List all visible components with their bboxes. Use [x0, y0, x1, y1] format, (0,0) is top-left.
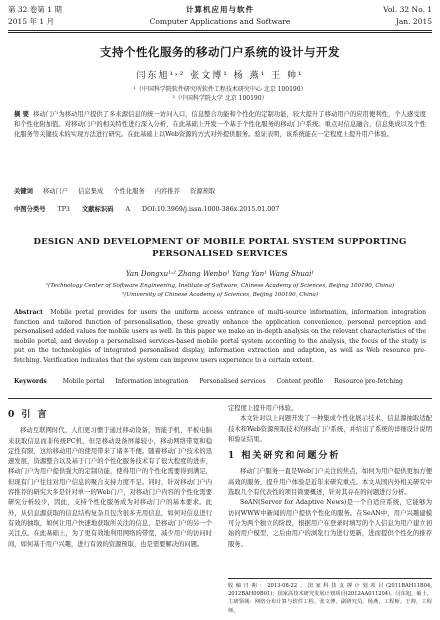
- header-journal-cn: 计算机应用与软件: [186, 5, 254, 14]
- doc-code-label: 文献标识码: [81, 206, 114, 213]
- abstract-cn-label: 摘 要: [14, 111, 29, 118]
- section-divider: [8, 398, 432, 399]
- footnote: 收稿日期：2013-08-22。国家科技支撑计划项目(2011BAH11B04, 2012BAH09B01)；国家高技术研究发展计划项目(2012AA011204)。闫东旭，硕士，主研领域：网络分布计算与软件工程。张文博，副研究员。杨燕，工程师。王帅，工程师。: [228, 578, 432, 615]
- body-column-left: [8, 404, 212, 550]
- affiliation-cn-1: ¹（中国科学院软件研究所软件工程技术研究中心 北京 100190）: [133, 86, 307, 93]
- keyword-en: Content profile: [276, 378, 324, 385]
- header-right: [383, 4, 432, 28]
- paper-title-en: DESIGN AND DEVELOPMENT OF MOBILE PORTAL SYSTEM SUPPORTING PERSONALISED SERVICES: [33, 237, 407, 259]
- clc-label: 中图分类号: [14, 206, 46, 213]
- header-rule: [8, 30, 432, 31]
- section-heading-intro: 0 引 言: [8, 410, 49, 420]
- keyword-en: Resource pre-fetching: [334, 378, 403, 385]
- header-volume-cn: 第 32 卷第 1 期: [8, 5, 62, 14]
- classification-line: [14, 204, 426, 213]
- keyword-cn: 个性化服务: [113, 188, 145, 195]
- header-date-en: Jan. 2015: [395, 17, 432, 26]
- keyword-en: Mobile portal: [62, 378, 105, 385]
- abstract-en-label: Abstract: [14, 309, 43, 316]
- abstract-en: [14, 308, 426, 366]
- header-center: [8, 4, 432, 28]
- running-header: [8, 4, 432, 30]
- keyword-en: Information integration: [115, 378, 189, 385]
- header-volume-en: Vol. 32 No. 1: [383, 5, 432, 14]
- doc-code: A: [125, 206, 131, 213]
- keywords-en-label: Keywords: [14, 378, 47, 385]
- header-journal-en: Computer Applications and Software: [149, 17, 291, 26]
- keyword-cn: 资源预取: [190, 188, 216, 195]
- header-date-cn: 2015 年 1 月: [8, 17, 55, 26]
- keywords-cn: [14, 186, 426, 195]
- keyword-en: Personalised services: [199, 378, 266, 385]
- abstract-en-text: Mobile portal provides for users the uniform access entrance of multi-source information, information integration function and tailored function of personalisation, these greatly enhance the application convenience, personal perception and personalised added values for mobile users as well. In this paper we make an in-depth analysis on the relevant characteristics of the mobile portal, and develop a personalised services-based mobile portal system according to the analysis, the focus of the study is put on the technologies of integrated personalised display, information extraction and adaption, as well as Web resource pre-fetching. Verification indicates that the system can improve users experience to a certain extent.: [14, 309, 427, 364]
- keyword-cn: 信息集成: [78, 188, 104, 195]
- body-paragraph: 移动门户服务一直是Web门户关注的焦点，如何为用户提供更加方便高效的服务，提升用户体验是近年来研究重点。本文从国内外相关研究中选取几个有代表性的项目简要概述，针对其存在的问题进行分析。: [228, 468, 432, 497]
- abstract-cn-text: 移动门户为移动用户提供了多来源信息的统一访问入口，信息整合功能和个性化的定制功能，较大提升了移动用户的应用便利性，个人感受度和个性化附加值。对移动门户的相关特性进行深入分析，在此基础上开发一个基于个性化服务的移动门户系统。重点对信息融合、信息集成以及个性化服务等关键技术的实现方法进行研究。在此基础上以Web资源的方式对外提供服务。验证表明，该系统能在一定程度上提升用户体验。: [14, 111, 426, 138]
- keywords-cn-label: 关键词: [14, 188, 33, 195]
- doi: DOI:10.3969/j.issn.1000-386x.2015.01.007: [142, 206, 280, 213]
- body-paragraph: 本文针对以上问题开发了一种集成个性化展示技术、信息源抽取适配技术和Web资源预取技术的移动门户系统，并给出了系统的详细设计说明和验证结果。: [228, 415, 432, 443]
- affiliation-cn-2: ²（中国科学院大学 北京 100190）: [172, 95, 268, 102]
- abstract-cn: [14, 110, 426, 140]
- paper-title-cn: 支持个性化服务的移动门户系统的设计与开发: [100, 45, 340, 59]
- body-paragraph: 定程度上提升用户体验。: [228, 405, 298, 412]
- keywords-en: [14, 378, 426, 385]
- affiliation-en-1: ¹(Technology Center of Software Engineering, Institute of Software, Chinese Academy of Sciences, Beijing 100190, China): [45, 283, 395, 289]
- authors-cn: 闫东旭¹˒² 张文博¹ 杨 燕¹ 王 帅¹: [136, 71, 304, 81]
- clc-code: TP3: [57, 206, 70, 213]
- body-paragraph: SeAN(Server for Adaptive News)是一个自适应系统，它能够为访问WWW中新闻的用户提供个性化的服务。在SeAN中，用户兴趣建模可分为两个独立的阶段，根据用户在登录时填写的个人信息为用户建立初始的用户模型，之后由用户的浏览行为进行更新，进而提供个性化的推荐服务。: [228, 499, 432, 548]
- keyword-cn: 移动门户: [42, 188, 69, 195]
- keyword-cn: 内容推荐: [154, 188, 180, 195]
- header-rule-thin: [8, 32, 432, 33]
- body-paragraph: 移动互联网时代，人们更习惯于通过移动设备，智能手机、平板电脑来获取信息而非传统PC机，但是移动设备屏幕较小，移动网络带宽和稳定性有限，这给移动用户的使用带来了诸多不便。随着移动门户技术的迅速发展，资源整合以及基于门户的个性化服务技术有了很大程度的进步，移动门户为用户提供强大的定制功能，使得用户的个性化需要得到满足，但现有门户往往对用户信息的聚合支持力度不足。同时，针对移动门户内容推荐的研究大多是针对单一的Web门户，对移动门户内容的个性化需要研究分析较少，因此，支持个性化服务成为对移动门户的基本要求。此外，从信息源获取的信息结构复杂且包含很多无用信息，如何对信息进行有效的抽取，如何让用户快速地获取所关注的信息，是移动门户的另一个关注点。在此基础上，为了更有效地利用网络的带宽，减少用户的访问时间，如何基于用户兴趣，进行有效的资源预取，也是需要解决的问题。: [8, 427, 212, 548]
- affiliation-en-2: ²(University of Chinese Academy of Sciences, Beijing 100190, China): [121, 292, 319, 298]
- section-heading-related-work: 1 相关研究和问题分析: [228, 451, 341, 462]
- authors-en: Yan Dongxu¹˒² Zhang Wenbo¹ Yang Yan¹ Wang Shuai¹: [125, 270, 315, 278]
- body-column-right: [228, 404, 432, 550]
